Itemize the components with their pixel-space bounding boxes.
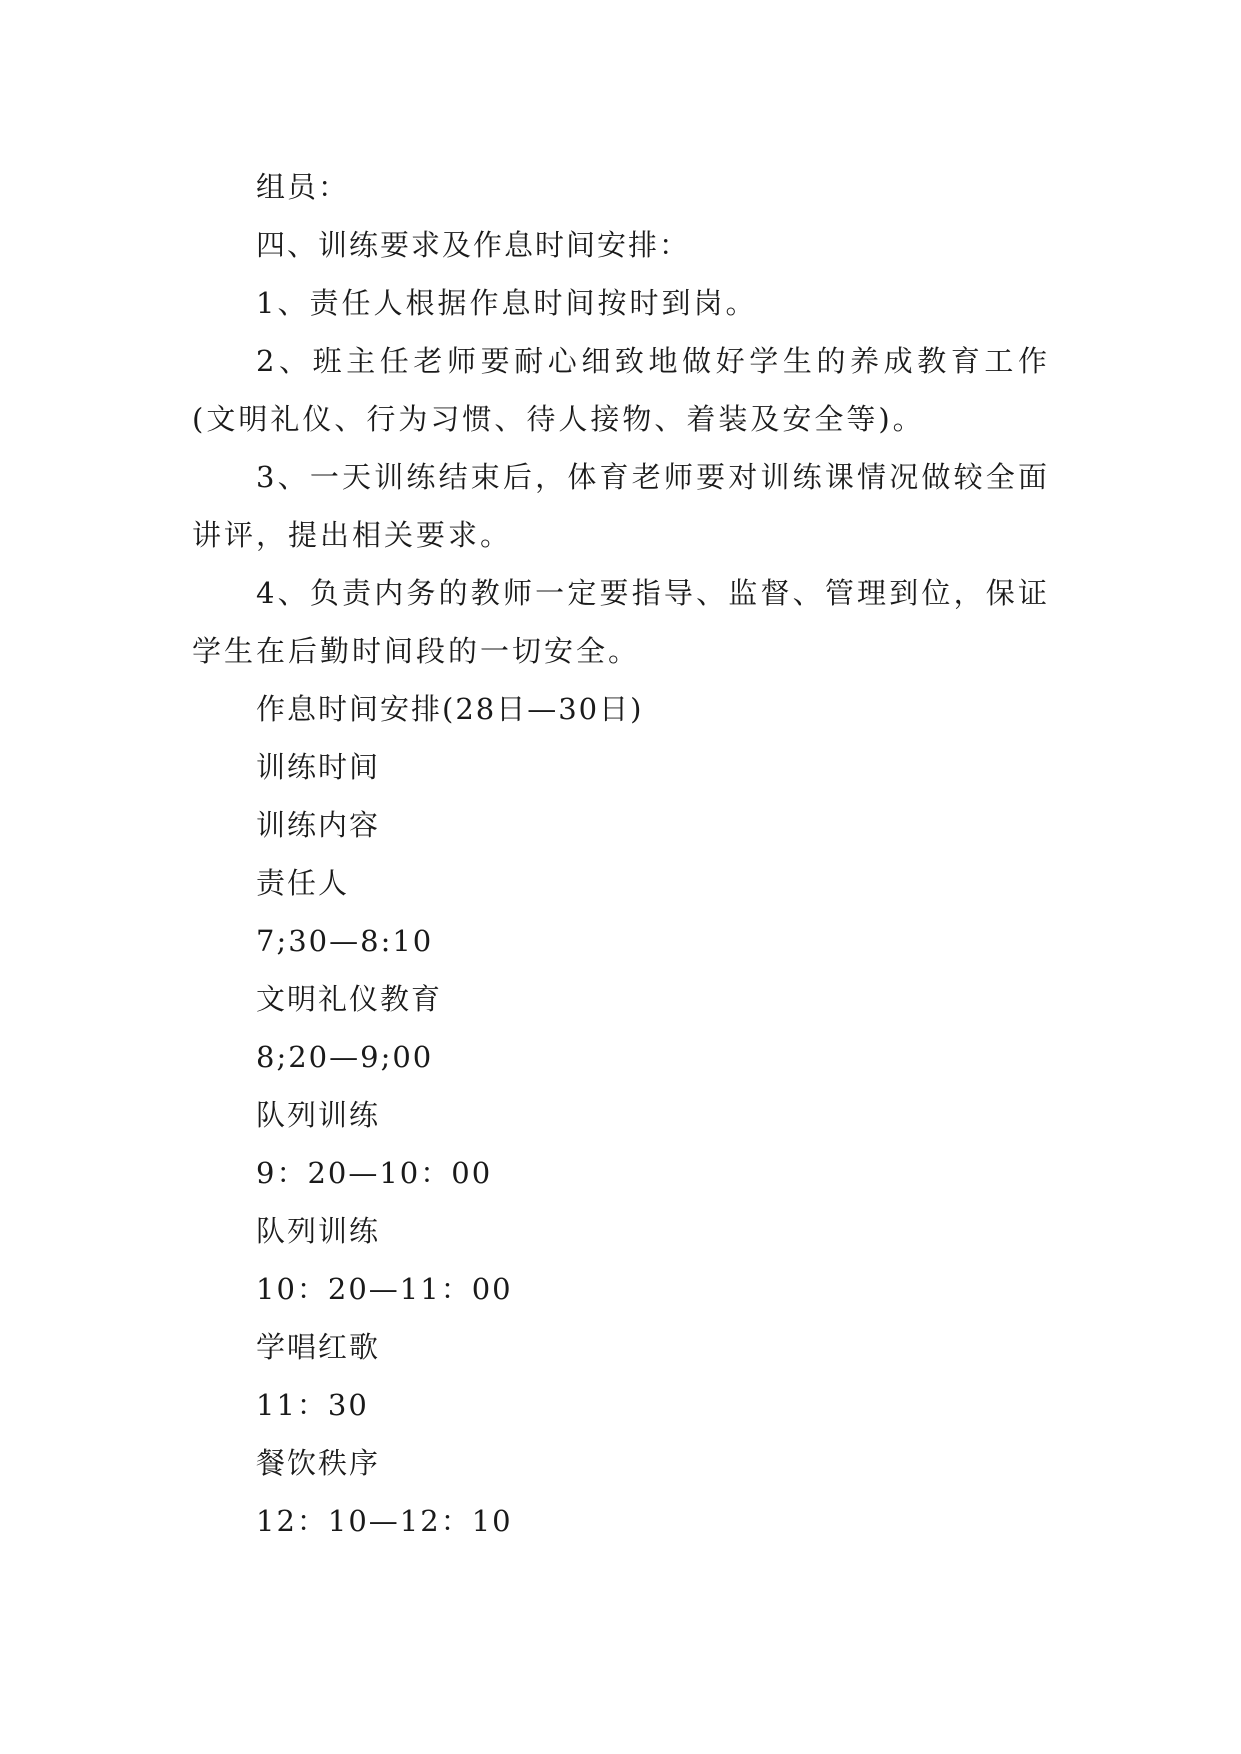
requirement-item-3: 3、一天训练结束后，体育老师要对训练课情况做较全面讲评，提出相关要求。 <box>192 460 1050 552</box>
schedule-entry-time: 8;20—9;00 <box>256 1040 434 1074</box>
schedule-header-content: 训练内容 <box>256 808 381 842</box>
schedule-entry-content: 队列训练 <box>256 1098 381 1132</box>
section-heading: 四、训练要求及作息时间安排： <box>256 228 691 262</box>
document-body <box>192 158 1050 1550</box>
schedule-entry-content: 学唱红歌 <box>256 1330 381 1364</box>
schedule-entry-time: 9：20—10：00 <box>256 1156 493 1190</box>
members-label: 组员： <box>256 170 350 204</box>
schedule-entry-time: 7;30—8:10 <box>256 924 434 958</box>
requirement-item-2: 2、班主任老师要耐心细致地做好学生的养成教育工作(文明礼仪、行为习惯、待人接物、着装及安全等)。 <box>192 344 1050 436</box>
schedule-header-time: 训练时间 <box>256 750 381 784</box>
schedule-header-person: 责任人 <box>256 866 350 900</box>
schedule-entry-time: 12：10—12：10 <box>256 1504 513 1538</box>
requirement-item-1: 1、责任人根据作息时间按时到岗。 <box>256 286 758 320</box>
schedule-entry-content: 餐饮秩序 <box>256 1446 381 1480</box>
schedule-entry-content: 文明礼仪教育 <box>256 982 443 1016</box>
schedule-entry-content: 队列训练 <box>256 1214 381 1248</box>
schedule-entry-time: 11：30 <box>256 1388 369 1422</box>
schedule-title: 作息时间安排(28日—30日) <box>256 692 644 726</box>
requirement-item-4: 4、负责内务的教师一定要指导、监督、管理到位，保证学生在后勤时间段的一切安全。 <box>192 576 1050 668</box>
schedule-entry-time: 10：20—11：00 <box>256 1272 513 1306</box>
